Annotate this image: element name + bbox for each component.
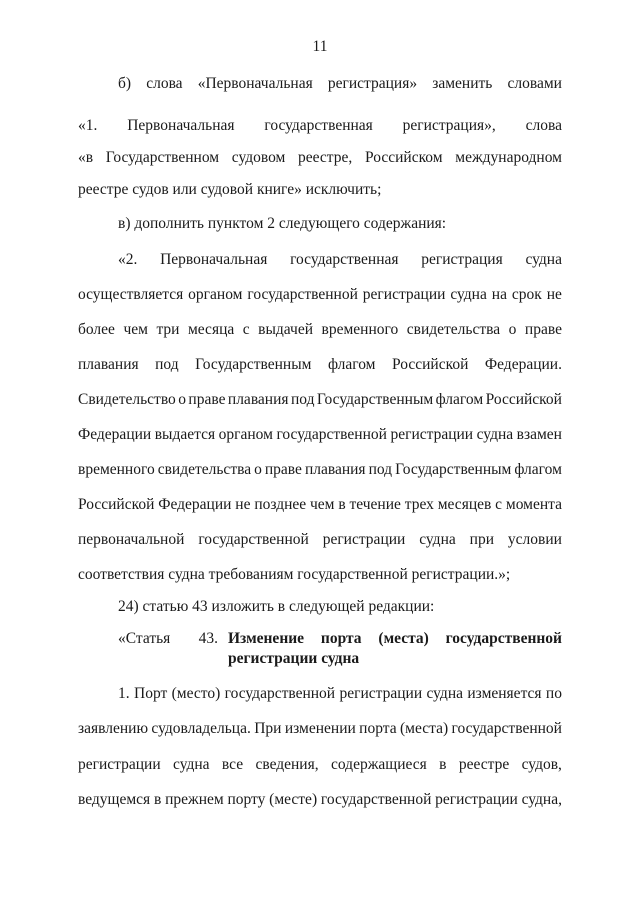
quote-2-line-3 bbox=[78, 320, 562, 340]
quote-2-line-9 bbox=[78, 530, 562, 550]
word: ведущемся bbox=[78, 791, 151, 808]
word: государственной bbox=[320, 791, 432, 808]
word: чем bbox=[123, 321, 148, 338]
quote-2-line-5 bbox=[78, 390, 562, 410]
quote-2-line-1 bbox=[118, 250, 562, 270]
word: регистрации bbox=[390, 426, 474, 443]
word: Государственным bbox=[395, 461, 512, 478]
article-43-lead bbox=[118, 629, 218, 649]
word: судна bbox=[476, 426, 514, 443]
quote-2-line-7 bbox=[78, 460, 562, 480]
word: «Статья bbox=[118, 630, 171, 647]
paragraph-b-line-1 bbox=[118, 74, 562, 94]
word: свидетельства bbox=[406, 321, 501, 338]
word: о bbox=[254, 461, 262, 478]
word: праве bbox=[524, 321, 562, 338]
word: государственная bbox=[264, 117, 373, 134]
clause-1-line-4 bbox=[78, 790, 562, 810]
word: Первоначальная bbox=[127, 117, 235, 134]
word: с bbox=[495, 496, 503, 513]
word: государственная bbox=[290, 251, 399, 268]
word: выдается bbox=[154, 426, 216, 443]
paragraph-b-line-3 bbox=[78, 148, 562, 168]
word: государственной bbox=[276, 426, 387, 443]
item-24-line-1: 24) статью 43 изложить в следующей редакции: bbox=[118, 598, 435, 615]
word: временного bbox=[321, 321, 399, 338]
word: плавания bbox=[227, 391, 289, 408]
word: Российской bbox=[485, 391, 562, 408]
word: Изменение bbox=[228, 630, 305, 647]
word: флагом bbox=[327, 356, 376, 373]
word: все bbox=[221, 756, 244, 773]
word: изменяется bbox=[467, 685, 542, 702]
word: «1. bbox=[78, 117, 98, 134]
word: 43. bbox=[198, 630, 218, 647]
word: о bbox=[508, 321, 517, 338]
word: более bbox=[78, 321, 115, 338]
word: содержащиеся bbox=[331, 756, 427, 773]
word: момента bbox=[505, 496, 562, 513]
word: не bbox=[546, 286, 562, 303]
word: позднее bbox=[254, 496, 307, 513]
word: осуществляется bbox=[78, 286, 184, 303]
word: При bbox=[254, 720, 282, 737]
word: судна bbox=[173, 756, 210, 773]
word: (место) bbox=[171, 685, 221, 702]
word: регистрации bbox=[78, 756, 161, 773]
word: Российской bbox=[391, 356, 469, 373]
word: судовом bbox=[231, 149, 286, 166]
word: выдачей bbox=[258, 321, 314, 338]
clause-1-line-2 bbox=[78, 719, 562, 739]
word: (места) bbox=[399, 720, 449, 737]
paragraph-b-line-2 bbox=[78, 116, 562, 136]
word: государственной bbox=[445, 630, 562, 647]
word: взамен bbox=[516, 426, 562, 443]
word: в bbox=[153, 791, 162, 808]
word: регистрации bbox=[339, 685, 423, 702]
word: судна bbox=[426, 685, 463, 702]
word: месяца bbox=[187, 321, 235, 338]
clause-1-line-1 bbox=[118, 684, 562, 704]
word: месяцев bbox=[437, 496, 492, 513]
word: не bbox=[235, 496, 251, 513]
word: «в bbox=[78, 149, 94, 166]
clause-1-line-3 bbox=[78, 755, 562, 775]
word: под bbox=[155, 356, 179, 373]
word: Порт bbox=[134, 685, 168, 702]
paragraph-b-line-4: реестре судов или судовой книге» исключить; bbox=[78, 181, 382, 198]
word: по bbox=[545, 685, 562, 702]
word: под bbox=[290, 391, 315, 408]
word: Российском bbox=[364, 149, 443, 166]
word: регистрации bbox=[322, 531, 406, 548]
word: трех bbox=[404, 496, 434, 513]
paragraph-v-line-1: в) дополнить пунктом 2 следующего содержания: bbox=[118, 215, 447, 232]
word: реестре, bbox=[298, 149, 353, 166]
quote-2-line-8 bbox=[78, 495, 562, 515]
word: чем bbox=[309, 496, 335, 513]
word: свидетельства bbox=[157, 461, 252, 478]
word: «2. bbox=[118, 251, 138, 268]
word: о bbox=[178, 391, 186, 408]
word: плавания bbox=[304, 461, 366, 478]
word: слова bbox=[525, 117, 562, 134]
word: праве bbox=[264, 461, 302, 478]
quote-2-line-4 bbox=[78, 355, 562, 375]
word: словами bbox=[507, 75, 562, 92]
word: порта bbox=[320, 630, 362, 647]
page-number: 11 bbox=[312, 38, 328, 55]
word: судовладельца. bbox=[151, 720, 251, 737]
word: регистрации bbox=[435, 791, 518, 808]
word: судна, bbox=[521, 791, 562, 808]
word: под bbox=[368, 461, 393, 478]
word: течение bbox=[349, 496, 401, 513]
word: срок bbox=[511, 286, 542, 303]
word: изменении bbox=[284, 720, 356, 737]
word: государственной bbox=[224, 685, 336, 702]
word: (места) bbox=[378, 630, 429, 647]
word: 1. bbox=[118, 685, 130, 702]
word: праве bbox=[188, 391, 226, 408]
word: регистрации bbox=[362, 286, 446, 303]
word: международном bbox=[455, 149, 562, 166]
word: порту bbox=[227, 791, 266, 808]
word: (месте) bbox=[269, 791, 318, 808]
word: Федерации bbox=[158, 496, 232, 513]
word: реестре bbox=[458, 756, 510, 773]
word: прежнем bbox=[165, 791, 224, 808]
word: на bbox=[491, 286, 507, 303]
word: слова bbox=[146, 75, 183, 92]
word: государственной bbox=[247, 286, 358, 303]
word: временного bbox=[78, 461, 155, 478]
word: условии bbox=[507, 531, 562, 548]
word: судна bbox=[419, 531, 456, 548]
word: Федерации bbox=[78, 426, 152, 443]
word: с bbox=[242, 321, 250, 338]
word: три bbox=[156, 321, 180, 338]
word: плавания bbox=[78, 356, 139, 373]
word: в bbox=[338, 496, 346, 513]
word: органом bbox=[188, 286, 243, 303]
quote-2-line-2 bbox=[78, 285, 562, 305]
word: судна bbox=[450, 286, 487, 303]
word: в bbox=[439, 756, 447, 773]
word: государственной bbox=[451, 720, 562, 737]
word: судов, bbox=[521, 756, 562, 773]
word: государственной bbox=[198, 531, 309, 548]
word: Государственным bbox=[316, 391, 434, 408]
word: Свидетельство bbox=[78, 391, 176, 408]
word: заменить bbox=[432, 75, 493, 92]
word: регистрация» bbox=[327, 75, 418, 92]
word: первоначальной bbox=[78, 531, 185, 548]
quote-2-line-10: соответствия судна требованиям государственной регистрации.»; bbox=[78, 566, 511, 583]
word: Первоначальная bbox=[160, 251, 268, 268]
word: регистрация bbox=[421, 251, 503, 268]
article-43-title-line-2: регистрации судна bbox=[228, 650, 360, 667]
word: органом bbox=[218, 426, 273, 443]
word: флагом bbox=[514, 461, 562, 478]
word: Государственном bbox=[105, 149, 220, 166]
word: судна bbox=[525, 251, 562, 268]
word: заявлению bbox=[78, 720, 149, 737]
quote-2-line-6 bbox=[78, 425, 562, 445]
word: флагом bbox=[435, 391, 484, 408]
word: при bbox=[469, 531, 494, 548]
word: б) bbox=[118, 75, 132, 92]
word: сведения, bbox=[255, 756, 319, 773]
word: «Первоначальная bbox=[197, 75, 313, 92]
article-43-title-line-1 bbox=[228, 629, 562, 649]
word: Государственным bbox=[195, 356, 312, 373]
word: порта bbox=[359, 720, 397, 737]
word: Российской bbox=[78, 496, 155, 513]
word: регистрация», bbox=[402, 117, 496, 134]
word: Федерации. bbox=[484, 356, 562, 373]
